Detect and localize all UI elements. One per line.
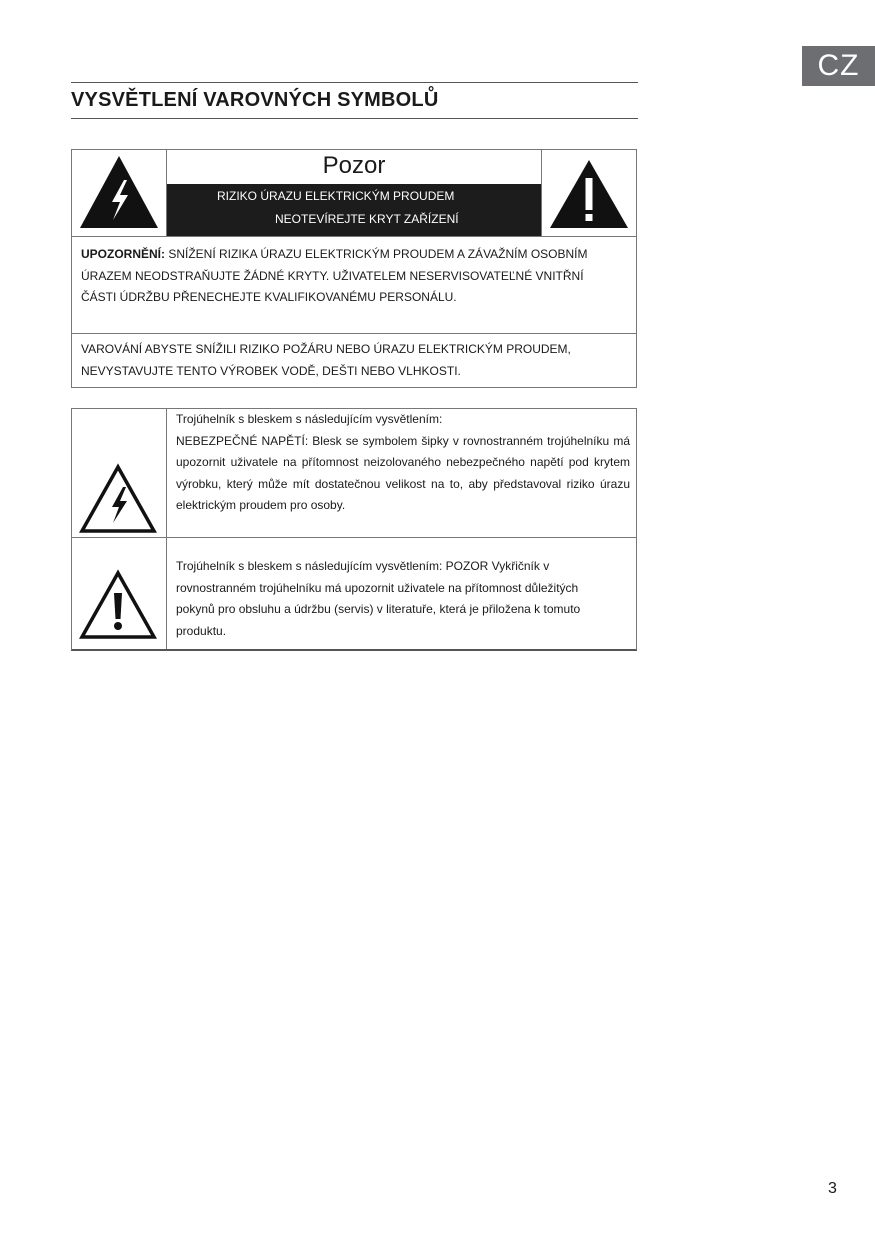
column-divider — [166, 409, 167, 649]
caution-box — [71, 149, 637, 388]
lightning-triangle-icon — [72, 150, 166, 236]
warning-label: UPOZORNĚNÍ: — [81, 247, 165, 261]
lightning-triangle-outline-icon — [78, 461, 158, 537]
caution-right-icon-cell — [541, 150, 636, 236]
language-tab: CZ — [802, 46, 875, 86]
row-divider — [72, 537, 636, 538]
page-title: VYSVĚTLENÍ VAROVNÝCH SYMBOLŮ — [71, 89, 439, 111]
page-number: 3 — [828, 1180, 837, 1197]
title-rule-bottom — [71, 118, 638, 119]
divider — [72, 236, 636, 237]
shock-symbol-description — [176, 409, 630, 517]
shock-symbol-text: NEBEZPEČNÉ NAPĚTÍ: Blesk se symbolem šipky v rovnostranném trojúhelníku má upozornit uživatele na přítomnost neizolovaného nebezpečného napětí pod krytem výrobku, který může mít dostatečnou velikost na to, aby představoval riziko úrazu elektrickým proudem pro osoby. — [176, 433, 630, 512]
title-rule-top — [71, 82, 638, 83]
caution-banner-line-2: NEOTEVÍREJTE KRYT ZAŘÍZENÍ — [275, 212, 459, 226]
divider — [72, 333, 636, 334]
caution-banner — [167, 184, 541, 236]
exclamation-triangle-outline-icon — [78, 567, 158, 643]
exclamation-triangle-icon — [542, 150, 636, 236]
caution-left-icon-cell — [72, 150, 167, 236]
warning-paragraph — [81, 244, 621, 309]
shock-symbol-intro: Trojúhelník s bleskem s následujícím vysvětlením: — [176, 412, 443, 426]
caution-heading: Pozor — [322, 152, 386, 179]
caution-banner-line-1: RIZIKO ÚRAZU ELEKTRICKÝM PROUDEM — [217, 189, 455, 203]
symbols-table — [71, 408, 637, 651]
warning-text: SNÍŽENÍ RIZIKA ÚRAZU ELEKTRICKÝM PROUDEM A ZÁVAŽNÍM OSOBNÍM ÚRAZEM NEODSTRAŇUJTE ŽÁDNÉ KRYTY. UŽIVATELEM NESERVISOVATEĽNÉ VNITŘNÍ ČÁSTI ÚDRŽBU PŘENECHEJTE KVALIFIKOVANÉMU PERSONÁLU. — [81, 247, 588, 304]
exclamation-symbol-description: Trojúhelník s bleskem s následujícím vysvětlením: POZOR Vykřičník v rovnostranném trojúhelníku má upozornit uživatele na přítomnost důležitých pokynů pro obsluhu a údržbu (servis) v literatuře, která je přiložena k tomuto produktu. — [176, 559, 581, 638]
fire-warning-paragraph: VAROVÁNÍ ABYSTE SNÍŽILI RIZIKO POŽÁRU NEBO ÚRAZU ELEKTRICKÝM PROUDEM, NEVYSTAVUJTE TENTO VÝROBEK VODĚ, DEŠTI NEBO VLHKOSTI. — [81, 342, 571, 378]
